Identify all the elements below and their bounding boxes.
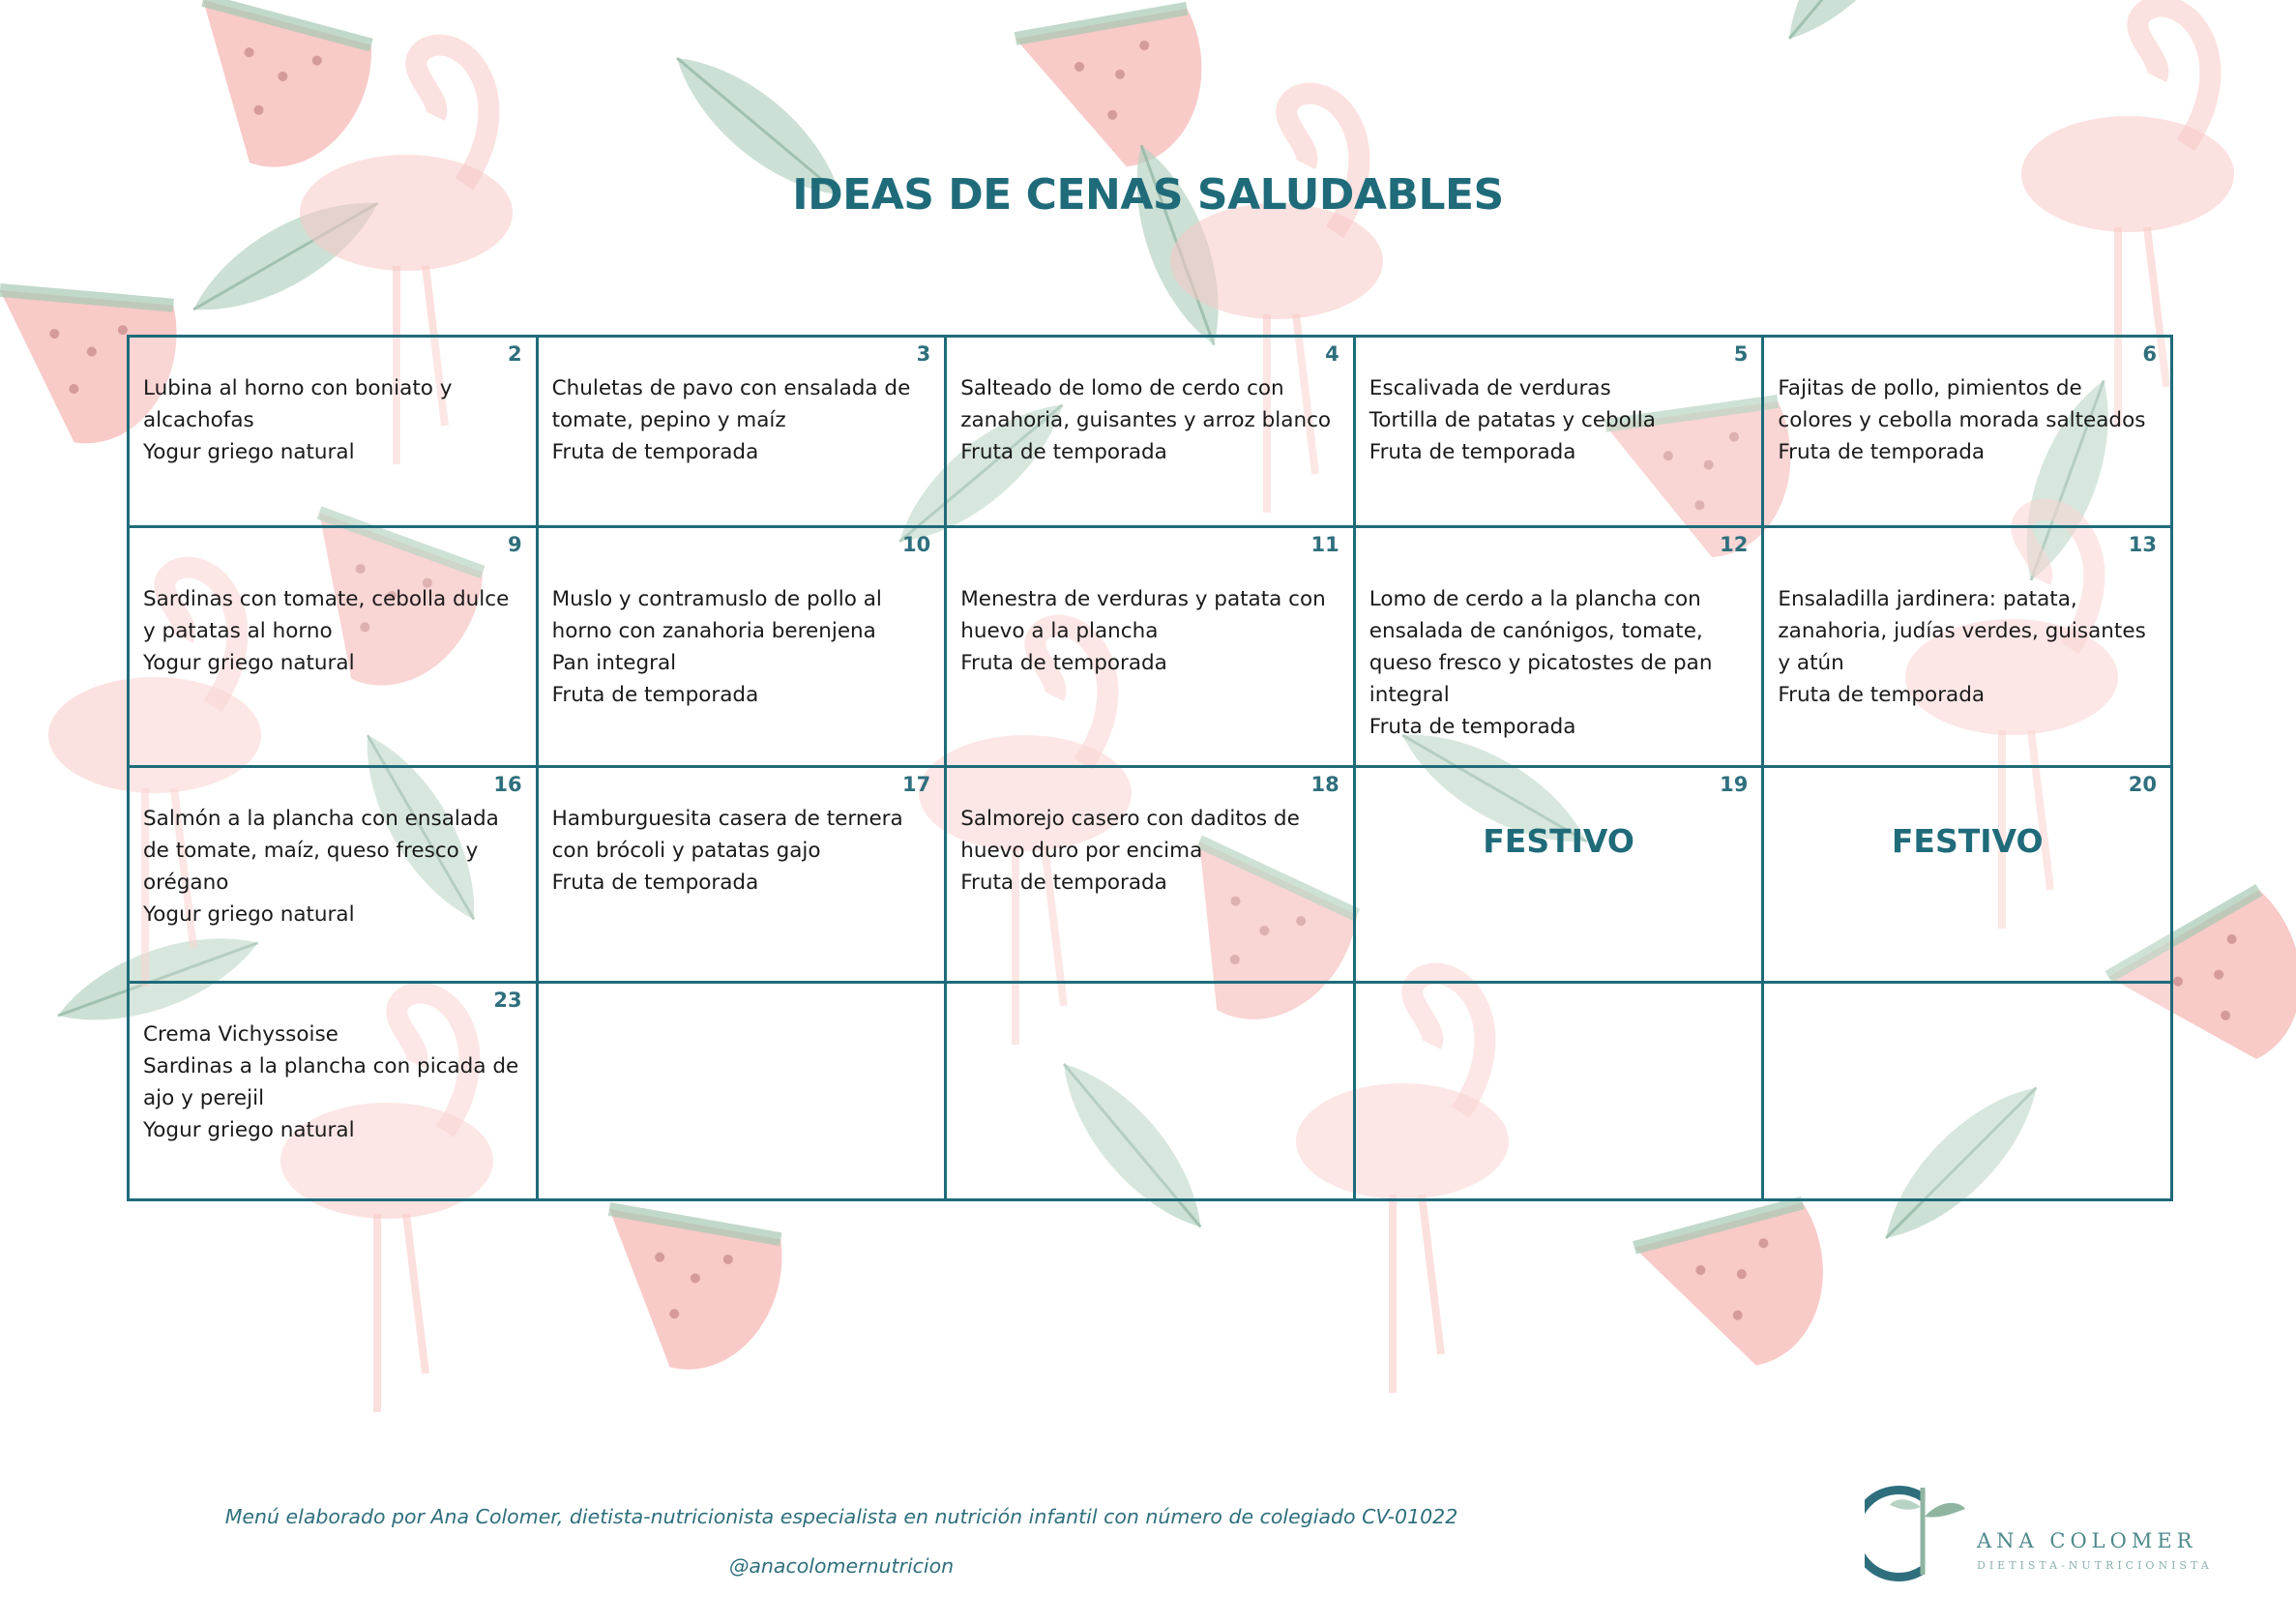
day-cell [1354, 337, 1763, 527]
meal-list [1356, 528, 1762, 743]
day-cell [946, 527, 1355, 767]
meal-item: Fruta de temporada [1369, 715, 1576, 739]
day-number: 17 [901, 773, 931, 796]
social-handle: @anacolomernutricion [728, 1554, 955, 1578]
page-title: IDEAS DE CENAS SALUDABLES [792, 170, 1504, 220]
meal-list [1356, 338, 1762, 468]
meal-item: Lomo de cerdo a la plancha con ensalada de canónigos, tomate, queso fresco y picatostes de pan integral [1369, 587, 1720, 707]
day-number: 12 [1720, 533, 1749, 556]
day-number: 2 [507, 342, 522, 366]
day-cell [1763, 527, 2172, 767]
meal-item: Hamburguesita casera de ternera con brócoli y patatas gajo [551, 807, 910, 863]
meal-list [130, 768, 536, 930]
meal-item: Pan integral [551, 651, 677, 675]
day-cell [1354, 767, 1763, 983]
empty-day-cell [537, 983, 946, 1200]
meal-item: Fajitas de pollo, pimientos de colores y cebolla morada salteados [1778, 376, 2146, 432]
day-cell [537, 337, 946, 527]
meal-item: Menestra de verduras y patata con huevo a la plancha [960, 587, 1333, 643]
day-cell [129, 983, 538, 1200]
day-number: 19 [1720, 773, 1749, 796]
day-cell [1763, 767, 2172, 983]
meal-list [130, 984, 536, 1146]
logo-subtitle: DIETISTA-NUTRICIONISTA [1977, 1559, 2213, 1572]
meal-item: Crema Vichyssoise [143, 1022, 339, 1047]
meal-item: Fruta de temporada [1778, 440, 1986, 464]
day-number: 6 [2142, 342, 2157, 366]
holiday-label: FESTIVO [1483, 822, 1634, 860]
meal-item: Yogur griego natural [143, 902, 355, 927]
meal-item: Salteado de lomo de cerdo con zanahoria, guisantes y arroz blanco [960, 376, 1332, 432]
day-cell [537, 527, 946, 767]
empty-day-cell [1354, 983, 1763, 1200]
week-row [129, 767, 2172, 983]
meal-list [130, 338, 536, 468]
day-number: 5 [1733, 342, 1749, 366]
day-number: 3 [916, 342, 931, 366]
day-number: 20 [2128, 773, 2157, 796]
meal-list [539, 528, 945, 711]
meal-item: Salmón a la plancha con ensalada de tomate, maíz, queso fresco y orégano [143, 807, 506, 895]
day-number: 13 [2128, 533, 2157, 556]
meal-item: Yogur griego natural [143, 440, 355, 464]
day-cell [1763, 337, 2172, 527]
meal-item: Escalivada de verduras [1369, 376, 1611, 400]
meal-item: Fruta de temporada [1369, 440, 1576, 464]
meal-item: Chuletas de pavo con ensalada de tomate, pepino y maíz [551, 376, 918, 432]
meal-item: Fruta de temporada [551, 871, 759, 895]
meal-item: Sardinas con tomate, cebolla dulce y patatas al horno [143, 587, 516, 643]
meal-item: Muslo y contramuslo de pollo al horno con zanahoria berenjena [551, 587, 889, 643]
week-row [129, 337, 2172, 527]
meal-item: Ensaladilla jardinera: patata, zanahoria, judías verdes, guisantes y atún [1778, 587, 2153, 675]
meal-list [947, 768, 1353, 899]
meal-list [539, 768, 945, 899]
day-number: 4 [1325, 342, 1339, 366]
meal-item: Lubina al horno con boniato y alcachofas [143, 376, 459, 432]
day-cell [129, 337, 538, 527]
meal-item: Yogur griego natural [143, 651, 355, 675]
empty-day-cell [1763, 983, 2172, 1200]
day-cell [946, 767, 1355, 983]
day-number: 10 [901, 533, 931, 556]
meal-item: Sardinas a la plancha con picada de ajo y perejil [143, 1054, 526, 1110]
day-number: 18 [1310, 773, 1339, 796]
meal-item: Fruta de temporada [551, 683, 759, 707]
week-row [129, 527, 2172, 767]
day-cell [946, 337, 1355, 527]
holiday-label: FESTIVO [1891, 822, 2044, 860]
day-number: 23 [493, 989, 522, 1012]
author-credit: Menú elaborado por Ana Colomer, dietista-nutricionista especialista en nutrición infantil con número de colegiado CV-01022 [224, 1505, 1458, 1528]
meal-item: Fruta de temporada [551, 440, 759, 464]
meal-list [947, 338, 1353, 468]
meal-list [947, 528, 1353, 679]
day-number: 11 [1310, 533, 1339, 556]
meal-list [1764, 528, 2170, 711]
empty-day-cell [946, 983, 1355, 1200]
day-cell [1354, 527, 1763, 767]
week-row [129, 983, 2172, 1200]
meal-item: Tortilla de patatas y cebolla [1369, 408, 1656, 432]
day-number: 9 [507, 533, 522, 556]
day-cell [129, 527, 538, 767]
day-number: 16 [493, 773, 522, 796]
dinner-calendar [127, 335, 2173, 1201]
meal-item: Salmorejo casero con daditos de huevo duro por encima [960, 807, 1307, 863]
meal-list [130, 528, 536, 679]
meal-list [1764, 338, 2170, 468]
meal-item: Fruta de temporada [960, 871, 1167, 895]
day-cell [537, 767, 946, 983]
meal-item: Fruta de temporada [960, 651, 1167, 675]
meal-item: Fruta de temporada [960, 440, 1167, 464]
logo-name: ANA COLOMER [1977, 1529, 2197, 1552]
meal-item: Yogur griego natural [143, 1118, 355, 1142]
meal-list [539, 338, 945, 468]
meal-item: Fruta de temporada [1778, 683, 1986, 707]
day-cell [129, 767, 538, 983]
